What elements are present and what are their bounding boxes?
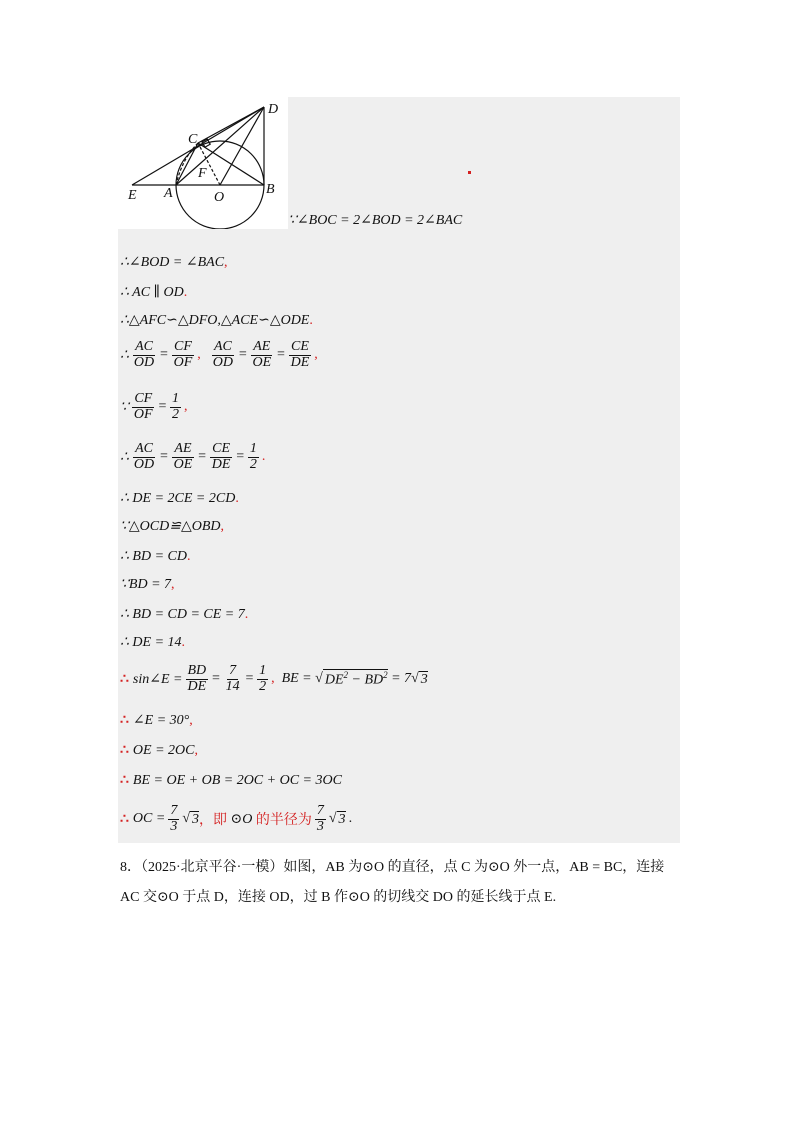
line-16-text: OE = 2OC [132, 742, 195, 758]
line-12: ∴ BD = CD = CE = 7 . [120, 606, 249, 622]
line-17-text: BE = OE + OB = 2OC + OC = 3OC [132, 772, 342, 788]
red-dot-mark [468, 171, 471, 174]
line-14: ∴ sin∠E = $\frac{BD}{DE}$ = $\frac{7}{14}$ = $\frac{1}{2}$ , BE = √ $DE^2 - BD^2$ = 7 √ 3 [120, 663, 428, 694]
line-4: ∴△AFC∽△DFO,△ACE∽△ODE . [120, 312, 313, 328]
line-2: ∴∠BOD = ∠BAC , [120, 254, 228, 270]
line-18: ∴ OC = $\frac{7}{3}$ √ 3 ，即 ⊙O 的半径为 $\frac{7}{3}$ √ 3 . [120, 803, 353, 834]
line-2-text: ∴∠BOD = ∠BAC [120, 255, 225, 270]
line-9: ∵△OCD≌△OBD , [120, 518, 225, 534]
line-17: ∴ BE = OE + OB = 2OC + OC = 3OC [120, 772, 342, 788]
line-8: ∴ DE = 2CE = 2CD . [120, 490, 239, 506]
line-15: ∴ ∠E = 30° , [120, 712, 193, 728]
line-7: ∴ $\frac{AC}{OD}$ = $\frac{AE}{OE}$ = $\frac{CE}{DE}$ = $\frac{1}{2}$ . [120, 441, 266, 472]
line-11: ∵BD = 7 , [120, 576, 175, 592]
label-C: C [188, 132, 198, 147]
line-10: ∴ BD = CD . [120, 548, 191, 564]
line-8-text: ∴ DE = 2CE = 2CD [120, 491, 236, 506]
label-O: O [214, 190, 225, 205]
label-E: E [128, 188, 137, 203]
geometry-diagram [118, 97, 288, 229]
line-13: ∴ DE = 14 . [120, 634, 186, 650]
line-3-text: ∴ AC ∥ OD [120, 285, 184, 300]
line-BC [198, 143, 264, 185]
line-11-text: ∵BD = 7 [120, 577, 172, 592]
label-D: D [268, 102, 279, 117]
label-F: F [198, 166, 207, 181]
line-AC [176, 143, 198, 185]
line-15-text: ∠E = 30° [132, 713, 190, 728]
line-6: ∵ $\frac{CF}{OF}$ = $\frac{1}{2}$ , [120, 391, 188, 422]
geometry-figure [118, 97, 288, 229]
line-3: ∴ AC ∥ OD . [120, 284, 188, 300]
line-16: ∴ OE = 2OC , [120, 742, 198, 758]
line-5: ∴ $\frac{AC}{OD}$ = $\frac{CF}{OF}$ , $\frac{AC}{OD}$ = $\frac{AE}{OE}$ = $\frac{CE}{DE}$ , [120, 339, 318, 370]
problem-line-2: AC 交⊙O 于点 D，连接 OD，过 B 作⊙O 的切线交 DO 的延长线于点 E. [120, 890, 557, 905]
line-10-text: ∴ BD = CD [120, 549, 187, 564]
line-13-text: ∴ DE = 14 [120, 635, 182, 650]
line-12-text: ∴ BD = CD = CE = 7 [120, 607, 245, 622]
line-1 [288, 212, 462, 229]
problem-line-1: 8．（2025·北京平谷·一模）如图，AB 为⊙O 的直径，点 C 为⊙O 外一点，AB = BC，连接 [120, 860, 665, 875]
label-A: A [164, 186, 173, 201]
label-B: B [266, 182, 275, 197]
line-9-text: ∵△OCD≌△OBD [120, 519, 221, 534]
line-1-text: ∵∠BOC = 2∠BOD = 2∠BAC [288, 213, 463, 228]
line-4-text: ∴△AFC∽△DFO,△ACE∽△ODE [120, 313, 310, 328]
